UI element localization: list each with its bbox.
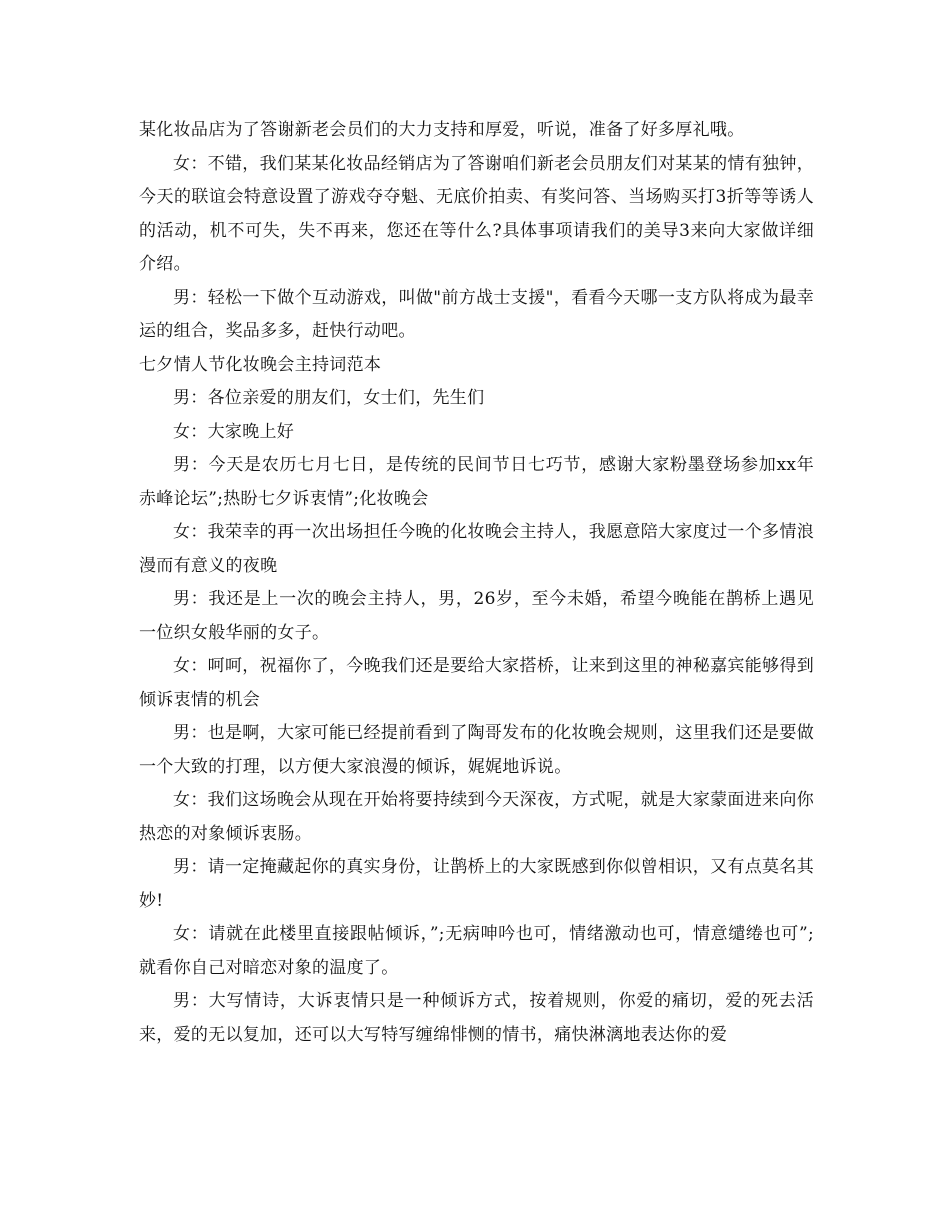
dialogue-paragraph: 女：不错，我们某某化妆品经销店为了答谢咱们新老会员朋友们对某某的情有独钟，今天的联谊会特意设置了游戏夺夺魁、无底价拍卖、有奖问答、当场购买打3折等等诱人的活动，机不可失，失不再来，您还在等什么?具体事项请我们的美导3来向大家做详细介绍。 [139, 153, 814, 274]
dialogue-paragraph: 女：大家晚上好 [173, 421, 295, 442]
dialogue-paragraph: 女：我荣幸的再一次出场担任今晚的化妆晚会主持人，我愿意陪大家度过一个多情浪漫而有意义的夜晚 [139, 522, 814, 576]
dialogue-paragraph: 男：大写情诗，大诉衷情只是一种倾诉方式，按着规则，你爱的痛切，爱的死去活来，爱的无以复加，还可以大写特写缠绵悱恻的情书，痛快淋漓地表达你的爱 [139, 991, 814, 1045]
dialogue-paragraph: 男：轻松一下做个互动游戏，叫做"前方战士支援"，看看今天哪一支方队将成为最幸运的组合，奖品多多，赶快行动吧。 [139, 287, 814, 341]
dialogue-paragraph: 男：各位亲爱的朋友们，女士们，先生们 [173, 388, 485, 408]
dialogue-paragraph: 男：请一定掩藏起你的真实身份，让鹊桥上的大家既感到你似曾相识，又有点莫名其妙! [139, 857, 814, 911]
dialogue-paragraph: 男：我还是上一次的晚会主持人，男，26岁，至今未婚，希望今晚能在鹊桥上遇见一位织女般华丽的女子。 [139, 589, 814, 643]
section-heading: 七夕情人节化妆晚会主持词范本 [139, 354, 382, 375]
document-body [139, 114, 814, 1052]
dialogue-paragraph: 男：也是啊，大家可能已经提前看到了陶哥发布的化妆晚会规则，这里我们还是要做一个大致的打理，以方便大家浪漫的倾诉，娓娓地诉说。 [139, 723, 814, 777]
intro-paragraph: 某化妆品店为了答谢新老会员们的大力支持和厚爱，听说，准备了好多厚礼哦。 [139, 120, 745, 140]
dialogue-paragraph: 男：今天是农历七月七日，是传统的民间节日七巧节，感谢大家粉墨登场参加xx年赤峰论坛”;热盼七夕诉衷情”;化妆晚会 [139, 455, 814, 509]
dialogue-paragraph: 女：请就在此楼里直接跟帖倾诉，”;无病呻吟也可，情绪激动也可，情意缱绻也可”;就看你自己对暗恋对象的温度了。 [139, 924, 814, 978]
dialogue-paragraph: 女：呵呵，祝福你了，今晚我们还是要给大家搭桥，让来到这里的神秘嘉宾能够得到倾诉衷情的机会 [139, 656, 814, 710]
dialogue-paragraph: 女：我们这场晚会从现在开始将要持续到今天深夜，方式呢，就是大家蒙面进来向你热恋的对象倾诉衷肠。 [139, 790, 814, 844]
